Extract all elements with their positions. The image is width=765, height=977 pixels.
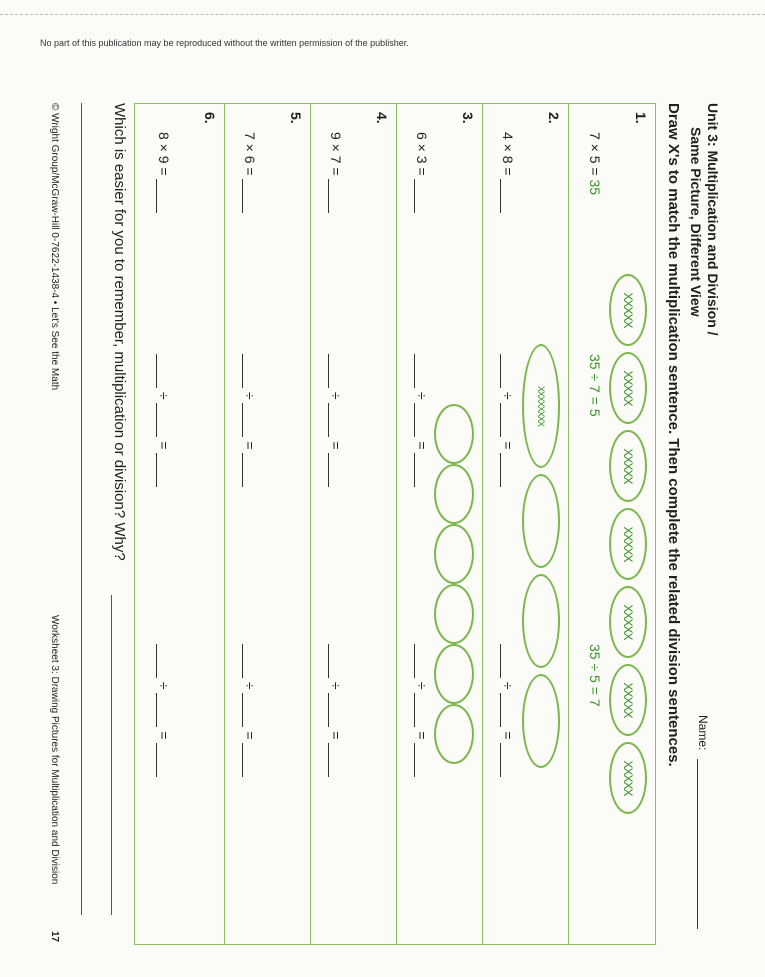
dividend-blank[interactable]	[242, 644, 256, 678]
problem-number: 1.	[633, 112, 649, 124]
divide-sign: ÷	[328, 391, 344, 400]
reflection-question: Which is easier for you to remember, multiplication or division? Why?	[111, 103, 128, 561]
divisor-blank[interactable]	[156, 403, 170, 437]
divisor-blank[interactable]	[328, 693, 342, 727]
x-group: XXXXX	[609, 586, 647, 658]
multiplication-sentence	[328, 132, 344, 213]
divide-sign: ÷	[242, 391, 258, 400]
divisor-blank[interactable]	[156, 693, 170, 727]
division-sentence-1	[414, 354, 430, 487]
empty-group[interactable]	[434, 704, 474, 764]
empty-group[interactable]	[434, 404, 474, 464]
dividend-blank[interactable]	[328, 644, 342, 678]
problem-number: 5.	[288, 112, 304, 124]
dividend-blank[interactable]	[156, 644, 170, 678]
dividend-blank[interactable]	[414, 644, 428, 678]
quotient-blank[interactable]	[242, 743, 256, 777]
sentence-text: 8 × 9 =	[156, 132, 172, 176]
multiplication-sentence	[587, 132, 603, 195]
divide-sign: ÷	[587, 663, 603, 672]
divisor-blank[interactable]	[242, 693, 256, 727]
equals-sign: =	[500, 731, 516, 740]
instructions: Draw X's to match the multiplication sentence. Then complete the related division sentences.	[665, 103, 682, 767]
division-sentence-2	[500, 644, 516, 777]
dividend-blank[interactable]	[328, 354, 342, 388]
division-sentence-2	[414, 644, 430, 777]
equals-sign: =	[242, 441, 258, 450]
sentence-text: 4 × 8 =	[500, 132, 516, 176]
equals-sign: =	[414, 731, 430, 740]
name-label: Name:	[696, 715, 710, 751]
divide-sign: ÷	[156, 681, 172, 690]
quotient-blank[interactable]	[328, 453, 342, 487]
quotient-blank[interactable]	[328, 743, 342, 777]
division-sentence-1	[242, 354, 258, 487]
division-sentence-1	[500, 354, 516, 487]
equals-sign: =	[587, 686, 603, 695]
answer-blank[interactable]	[242, 179, 256, 213]
answer-blank[interactable]	[328, 179, 342, 213]
footer-worksheet-title: Worksheet 3: Drawing Pictures for Multiplication and Division	[49, 615, 60, 885]
divisor[interactable]: 5	[587, 675, 603, 683]
x-group: XXXXX	[609, 508, 647, 580]
problem-number: 2.	[546, 112, 562, 124]
problem-number: 3.	[460, 112, 476, 124]
divide-sign: ÷	[500, 681, 516, 690]
division-sentence-2	[328, 644, 344, 777]
divisor[interactable]: 7	[587, 385, 603, 393]
dividend-blank[interactable]	[242, 354, 256, 388]
divide-sign: ÷	[328, 681, 344, 690]
equals-sign: =	[156, 731, 172, 740]
quotient-blank[interactable]	[414, 453, 428, 487]
worksheet-page	[32, 75, 732, 955]
dividend-blank[interactable]	[156, 354, 170, 388]
empty-group[interactable]	[522, 674, 560, 768]
problem-row-2	[482, 104, 569, 944]
page-number: 17	[49, 931, 60, 943]
answer-blank[interactable]	[414, 179, 428, 213]
division-sentence-2	[156, 644, 172, 777]
quotient-blank[interactable]	[242, 453, 256, 487]
x-group: XXXXX	[609, 274, 647, 346]
problem-row-6	[138, 104, 225, 944]
answer-blank[interactable]	[156, 179, 170, 213]
quotient-blank[interactable]	[414, 743, 428, 777]
quotient-blank[interactable]	[500, 453, 514, 487]
sentence-text: 7 × 6 =	[242, 132, 258, 176]
divide-sign: ÷	[414, 681, 430, 690]
answer-blank[interactable]	[500, 179, 514, 213]
problem-number: 4.	[374, 112, 390, 124]
empty-group[interactable]	[434, 584, 474, 644]
problem-row-3	[396, 104, 483, 944]
problem-row-4	[310, 104, 397, 944]
problem-row-1	[569, 104, 655, 944]
divisor-blank[interactable]	[414, 693, 428, 727]
equals-sign: =	[587, 396, 603, 405]
problem-number: 6.	[202, 112, 218, 124]
problem-row-5	[224, 104, 311, 944]
x-group: XXXXX	[609, 742, 647, 814]
divide-sign: ÷	[414, 391, 430, 400]
sentence-text: 7 × 5 =	[587, 132, 603, 176]
equals-sign: =	[328, 441, 344, 450]
quotient-blank[interactable]	[156, 453, 170, 487]
equals-sign: =	[500, 441, 516, 450]
torn-page-edge	[0, 0, 765, 15]
x-group: XXXXX	[609, 664, 647, 736]
problem-grid	[134, 103, 656, 945]
multiplication-sentence	[156, 132, 172, 213]
equals-sign: =	[242, 731, 258, 740]
answer-line[interactable]	[111, 595, 112, 915]
divide-sign: ÷	[156, 391, 172, 400]
copyright-notice: No part of this publication may be reproduced without the written permission of the publisher.	[40, 38, 409, 48]
division-sentence-2	[242, 644, 258, 777]
quotient-blank[interactable]	[500, 743, 514, 777]
empty-group[interactable]	[522, 474, 560, 568]
multiplication-sentence	[500, 132, 516, 213]
divide-sign: ÷	[500, 391, 516, 400]
divisor-blank[interactable]	[414, 403, 428, 437]
empty-group[interactable]	[522, 574, 560, 668]
answer-line[interactable]	[81, 103, 82, 915]
divide-sign: ÷	[242, 681, 258, 690]
divisor-blank[interactable]	[500, 403, 514, 437]
equals-sign: =	[414, 441, 430, 450]
name-field[interactable]	[697, 759, 698, 929]
equals-sign: =	[328, 731, 344, 740]
division-sentence-1	[156, 354, 172, 487]
dividend-blank[interactable]	[500, 644, 514, 678]
quotient[interactable]: 5	[587, 408, 603, 417]
divide-sign: ÷	[587, 373, 603, 382]
division-sentence-2	[587, 644, 603, 707]
answer[interactable]: 35	[587, 179, 603, 196]
division-sentence-1	[328, 354, 344, 487]
dividend-blank[interactable]	[500, 354, 514, 388]
divisor-blank[interactable]	[328, 403, 342, 437]
empty-group[interactable]	[434, 524, 474, 584]
unit-subtitle: Same Picture, Different View	[688, 127, 704, 317]
quotient-blank[interactable]	[156, 743, 170, 777]
sentence-text: 9 × 7 =	[328, 132, 344, 176]
divisor-blank[interactable]	[242, 403, 256, 437]
multiplication-sentence	[242, 132, 258, 213]
unit-title: Unit 3: Multiplication and Division /	[705, 103, 721, 336]
footer-publisher: © Wright Group/McGraw-Hill 0-7622-1438-4 • Let's See the Math	[49, 103, 60, 391]
division-sentence-1	[587, 354, 603, 417]
dividend[interactable]: 35	[587, 354, 603, 370]
dividend-blank[interactable]	[414, 354, 428, 388]
x-group: XXXXXXXX	[522, 344, 560, 468]
equals-sign: =	[156, 441, 172, 450]
multiplication-sentence	[414, 132, 430, 213]
quotient[interactable]: 7	[587, 698, 603, 707]
x-group: XXXXX	[609, 352, 647, 424]
x-group: XXXXX	[609, 430, 647, 502]
dividend[interactable]: 35	[587, 644, 603, 660]
empty-group[interactable]	[434, 644, 474, 704]
empty-group[interactable]	[434, 464, 474, 524]
divisor-blank[interactable]	[500, 693, 514, 727]
sentence-text: 6 × 3 =	[414, 132, 430, 176]
